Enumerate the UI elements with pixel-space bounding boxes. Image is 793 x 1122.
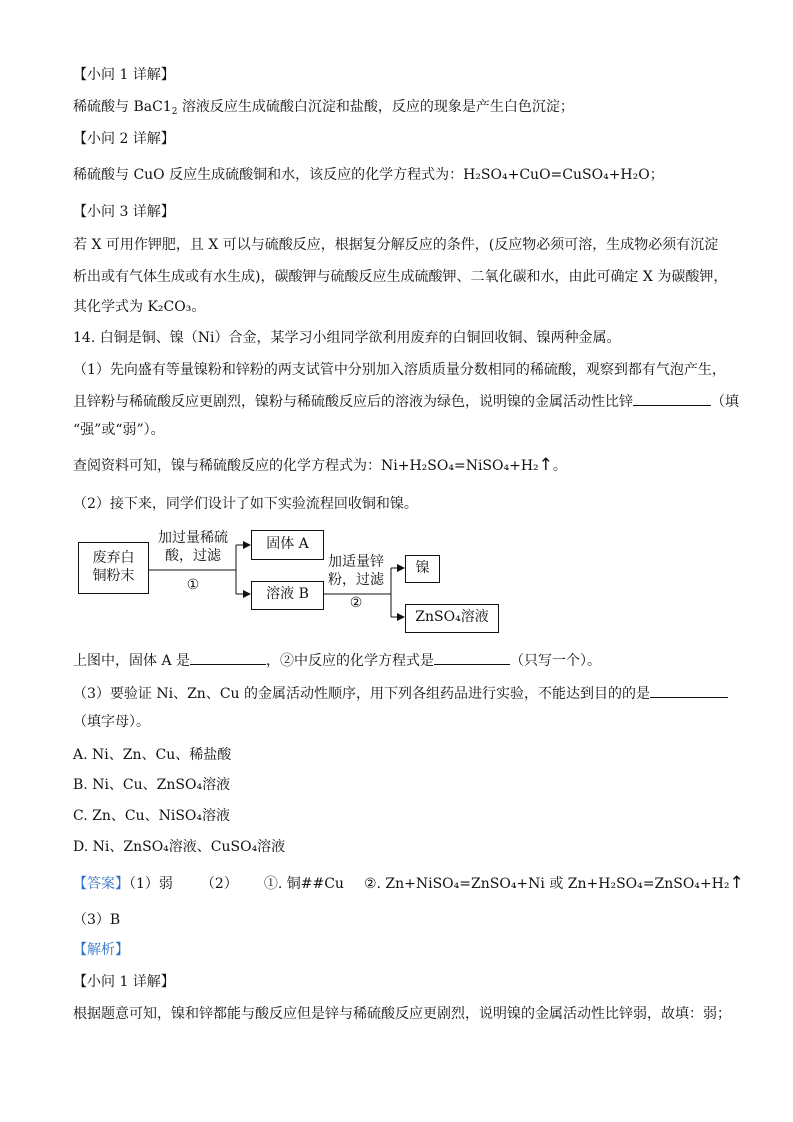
answer-part2: （2） [200, 876, 238, 892]
flow-step2-line1: 加适量锌 [328, 554, 384, 570]
equation: Ni+H₂SO₄=NiSO₄+H₂ [381, 458, 539, 474]
option-d: D. Ni、ZnSO₄溶液、CuSO₄溶液 [73, 839, 286, 855]
flow-step1-label [152, 529, 234, 565]
answer-blank[interactable] [434, 650, 510, 665]
flow-znso4-box [405, 604, 499, 633]
flow-step1-line1: 加过量稀硫 [158, 530, 228, 546]
section-heading: 【小问 2 详解】 [73, 131, 175, 147]
paragraph-line: （1）先向盛有等量镍粉和锌粉的两支试管中分别加入溶质质量分数相同的稀硫酸，观察到都有气泡产生， [73, 362, 726, 378]
text: 溶液反应生成硫酸白沉淀和盐酸，反应的现象是产生白色沉淀； [177, 99, 574, 115]
paragraph-line [73, 683, 728, 703]
flow-step1-number: ① [186, 577, 200, 593]
text: 且锌粉与稀硫酸反应更剧烈，镍粉与稀硫酸反应后的溶液为绿色，说明镍的金属活动性比锌 [73, 394, 633, 410]
text: 稀硫酸与 CuO 反应生成硫酸铜和水，该反应的化学方程式为： [73, 167, 464, 183]
flow-step2-number: ② [349, 595, 363, 611]
flow-znso4: ZnSO₄溶液 [415, 609, 489, 625]
answer-label: 【答案】 [73, 876, 129, 892]
flow-nickel: 镍 [415, 560, 430, 576]
flow-solid-a-box [251, 530, 324, 560]
paragraph-line: 其化学式为 K₂CO₃。 [73, 299, 206, 315]
option-a: A. Ni、Zn、Cu、稀盐酸 [73, 747, 232, 763]
flow-step2-label [324, 553, 388, 589]
section-heading: 【小问 3 详解】 [73, 204, 175, 220]
analysis-label: 【解析】 [73, 942, 129, 958]
answer-blank[interactable] [190, 650, 266, 665]
flow-nickel-box [405, 555, 440, 583]
text: 上图中，固体 A 是 [73, 653, 191, 669]
text: 查阅资料可知，镍与稀硫酸反应的化学方程式为： [73, 458, 381, 474]
section-heading: 【小问 1 详解】 [73, 67, 175, 83]
paragraph-line: “强”或“弱”）。 [73, 422, 165, 438]
answer-line [73, 874, 744, 893]
text: （只写一个）。 [510, 653, 602, 669]
equation: H₂SO₄+CuO=CuSO₄+H₂O [463, 167, 650, 183]
text: 稀硫酸与 BaC1 [73, 99, 172, 115]
paragraph-line: （填字母）。 [73, 714, 150, 730]
question-stem: 14. 白铜是铜、镍（Ni）合金，某学习小组同学欲利用废弃的白铜回收铜、镍两种金属。 [73, 330, 621, 346]
answer-blank[interactable] [650, 683, 728, 698]
text: ； [649, 167, 664, 183]
text: ，②中反应的化学方程式是 [266, 653, 435, 669]
flow-solution-b: 溶液 B [266, 586, 309, 602]
paragraph-line: 析出或有气体生成或有水生成)，碳酸钾与硫酸反应生成硫酸钾、二氧化碳和水，由此可确定 X 为碳酸钾， [73, 269, 728, 285]
paragraph-line: （2）接下来，同学们设计了如下实验流程回收铜和镍。 [73, 496, 418, 512]
text: （3）要验证 Ni、Zn、Cu 的金属活动性顺序，用下列各组药品进行实验，不能达到目的的是 [73, 686, 651, 702]
gas-arrow-icon: ↑ [538, 455, 553, 475]
answer-part2b: ②. Zn+NiSO₄=ZnSO₄+Ni 或 Zn+H₂SO₄=ZnSO₄+H₂ [363, 876, 730, 892]
flow-step1-line2: 酸，过滤 [165, 548, 221, 564]
answer-part1: （1）弱 [129, 876, 173, 892]
option-b: B. Ni、Cu、ZnSO₄溶液 [73, 777, 231, 793]
subscript: 2 [171, 107, 178, 117]
flow-solution-b-box [251, 581, 324, 610]
answer-part3: （3）B [73, 912, 121, 928]
flow-start-line1: 废弃白 [92, 550, 135, 566]
paragraph-line: 若 X 可用作钾肥，且 X 可以与硫酸反应，根据复分解反应的条件，(反应物必须可溶，生成物必须有沉淀 [73, 237, 719, 253]
flow-start-box [78, 542, 149, 594]
gas-arrow-icon: ↑ [729, 873, 744, 893]
text: 。 [552, 458, 567, 474]
section-heading: 【小问 1 详解】 [73, 974, 175, 990]
paragraph-line [73, 650, 601, 670]
flow-start-line2: 铜粉末 [92, 568, 135, 584]
flow-solid-a: 固体 A [266, 536, 309, 552]
text: （填 [711, 394, 739, 410]
answer-part2a: ①. 铜##Cu [263, 876, 344, 892]
paragraph-line: 根据题意可知，镍和锌都能与酸反应但是锌与稀硫酸反应更剧烈，说明镍的金属活动性比锌弱，故填：弱； [73, 1006, 731, 1022]
flow-step2-line2: 粉，过滤 [328, 572, 384, 588]
option-c: C. Zn、Cu、NiSO₄溶液 [73, 808, 230, 824]
